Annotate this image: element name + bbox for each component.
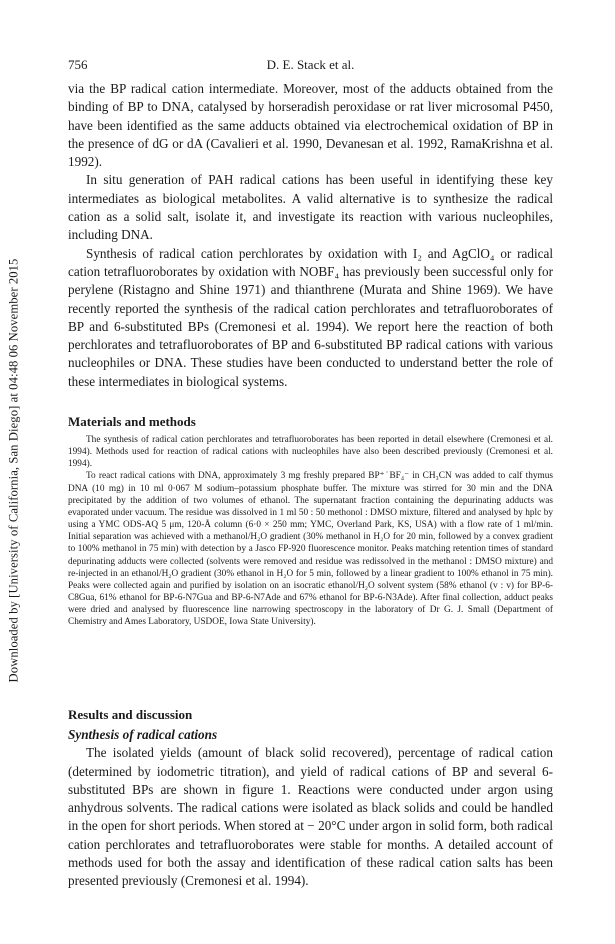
results-heading: Results and discussion <box>68 707 193 722</box>
intro-paragraph-2: In situ generation of PAH radical cations has been useful in identifying these key intermediates as biological metabolites. A valid alternative is to synthesize the radical cation as a solid salt, isolate it, and investigate its reaction with various nucleophiles, including DNA. <box>68 172 553 243</box>
results-subheading: Synthesis of radical cations <box>68 727 218 742</box>
results-section <box>68 707 553 723</box>
download-notice: Downloaded by [University of California, San Diego] at 04:48 06 November 2015 <box>6 258 21 682</box>
intro-paragraph-3: Synthesis of radical cation perchlorates by oxidation with I₂ and AgClO₄ or radical cation tetrafluoroborates by oxidation with NOBF₄ has previously been successful only for perylene (Ristagno and Shine 1971) and thianthrene (Murata and Shine 1969). We have recently reported the synthesis of the radical cation perchlorates and tetrafluoroborates of BP and 6-substituted BPs (Cremonesi et al. 1994). We report here the reaction of both perchlorates and tetrafluoroborates of BP and 6-substituted BP radical cations with various nucleophiles or DNA. These studies have been conducted to understand better the role of these intermediates in biological systems. <box>68 245 553 389</box>
materials-paragraph-1: The synthesis of radical cation perchlorates and tetrafluoroborates has been reported in detail elsewhere (Cremonesi et al. 1994). Methods used for reaction of radical cations with nucleophiles have also been described previously (Cremonesi et al. 1994). <box>68 435 553 470</box>
materials-paragraph-2: To react radical cations with DNA, approximately 3 mg freshly prepared BP⁺˙BF₄⁻ in CH₃CN was added to calf thymus DNA (10 mg) in 10 ml 0·067 M sodium–potassium phosphate buffer. The mixture was stirred for 30 min and the DNA precipitated by the addition of two volumes of ethanol. The supernatant fraction containing the depurinating adducts was evaporated under vacuum. The residue was dissolved in 1 ml 50 : 50 methonol : DMSO mixture, filtered and analysed by hplc by using a YMC ODS-AQ 5 μm, 120-Å column (6·0 × 250 mm; YMC, Overland Park, KS, USA) with a flow rate of 1 ml/min. Initial separation was achieved with a methanol/H₂O gradient (30% methanol in H₂O for 20 min, followed by a convex gradient to 100% methanol in 75 min) with detection by a Jasco FP-920 fluorescence monitor. Peaks matching retention times of standard depurinating adducts were collected (solvents were removed and residue was redissolved in the methanol : DMSO mixture) and re-injected in an ethanol/H₂O gradient (30% ethanol in H₂O for 5 min, followed by a linear gradient to 100% ethanol in 75 min). Peaks were collected again and purified by isolation on an isocratic ethanol/H₂O solvent system (58% ethanol (v : v) for BP-6-C8Gua, 61% ethanol for BP-6-N7Gua and BP-6-N7Ade and 67% ethanol for BP-6-N3Ade). After final collection, adduct peaks were dried and analysed by fluorescence line narrowing spectroscopy in the laboratory of Dr G. J. Small (Department of Chemistry and Ames Laboratory, USDOE, Iowa State University). <box>68 471 553 628</box>
materials-body <box>68 434 553 629</box>
intro-paragraph-1: via the BP radical cation intermediate. Moreover, most of the adducts obtained from the binding of BP to DNA, catalysed by horseradish peroxidase or rat liver microsomal P450, have been identified as the same adducts obtained via electrochemical oxidation of BP in the presence of dG or dA (Cavalieri et al. 1990, Devanesan et al. 1992, RamaKrishna et al. 1992). <box>68 81 553 170</box>
page-header <box>68 57 553 73</box>
results-body <box>68 726 553 891</box>
page-number: 756 <box>68 57 88 72</box>
materials-heading: Materials and methods <box>68 414 196 429</box>
running-head: D. E. Stack et al. <box>266 57 355 72</box>
intro-section <box>68 80 553 391</box>
results-paragraph: The isolated yields (amount of black solid recovered), percentage of radical cation (determined by iodometric titration), and yield of radical cations of BP and several 6-substituted BPs are shown in figure 1. Reactions were conducted under argon using anhydrous solvents. The radical cations were isolated as black solids and could be handled in the open for short periods. When stored at − 20°C under argon in solid form, both radical cation perchlorates and tetrafluoroborates were stable for months. A detailed account of methods used for both the assay and identification of these radical cation salts has been presented previously (Cremonesi et al. 1994). <box>68 745 553 889</box>
download-watermark <box>4 240 24 700</box>
materials-section <box>68 414 553 430</box>
